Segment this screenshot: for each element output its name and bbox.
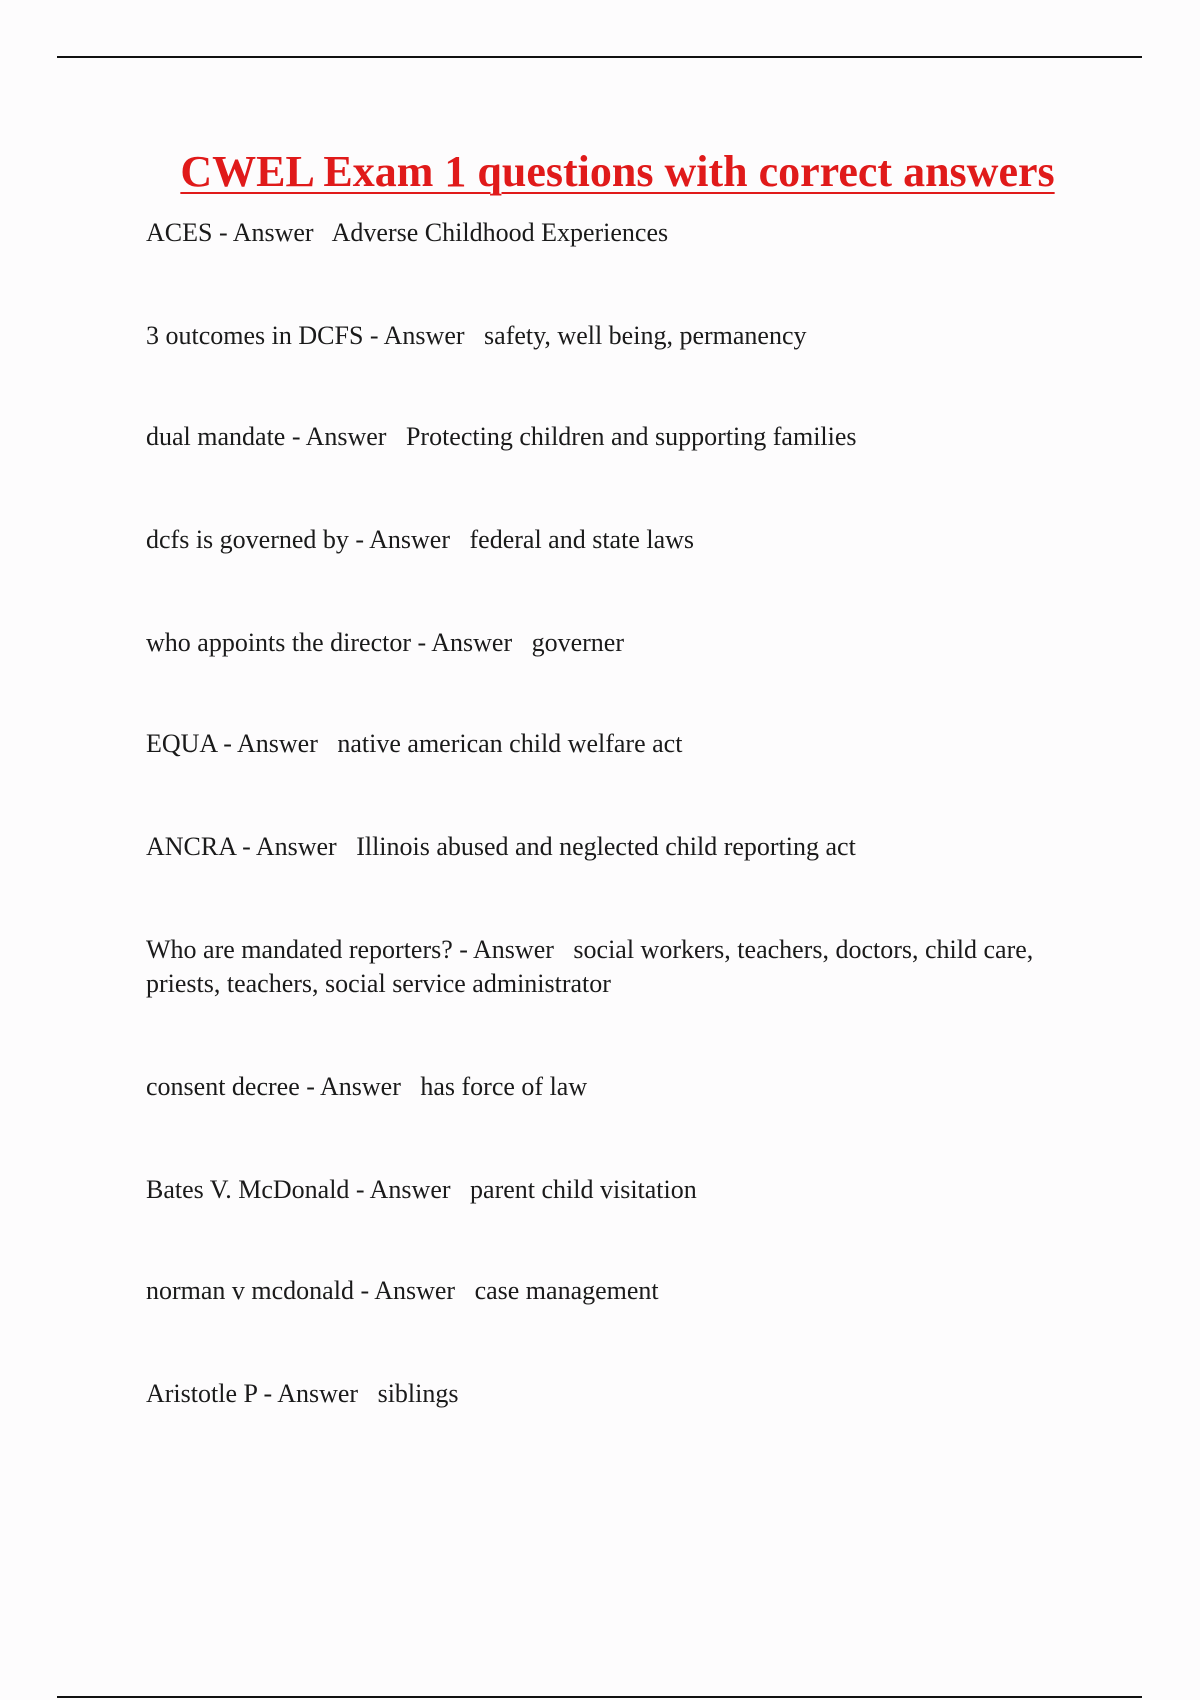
question-text: consent decree <box>146 1072 300 1101</box>
answer-text: Illinois abused and neglected child reporting act <box>356 832 856 861</box>
answer-text: has force of law <box>420 1072 588 1101</box>
answer-label: Answer <box>369 525 451 554</box>
answer-label: Answer <box>232 218 314 247</box>
answer-label: Answer <box>431 628 513 657</box>
question-text: Who are mandated reporters? <box>146 935 453 964</box>
answer-label: Answer <box>319 1072 401 1101</box>
qa-item: EQUA - Answer native american child welfare act <box>146 729 683 758</box>
question-text: Aristotle P <box>146 1379 257 1408</box>
answer-label: Answer <box>277 1379 359 1408</box>
question-text: who appoints the director <box>146 628 411 657</box>
answer-text: governer <box>531 628 625 657</box>
answer-label: Answer <box>383 321 465 350</box>
qa-item: ANCRA - Answer Illinois abused and neglected child reporting act <box>146 832 856 861</box>
answer-label: Answer <box>255 832 337 861</box>
answer-text: Protecting children and supporting families <box>405 422 857 451</box>
answer-text: native american child welfare act <box>337 729 683 758</box>
question-text: dual mandate <box>146 422 286 451</box>
answer-label: Answer <box>305 422 387 451</box>
qa-item: 3 outcomes in DCFS - Answer safety, well being, permanency <box>146 321 807 350</box>
answer-text: social workers, teachers, doctors, child care, priests, teachers, social service administrator <box>146 935 1034 998</box>
answer-text: parent child visitation <box>470 1175 697 1204</box>
answer-label: Answer <box>374 1276 456 1305</box>
top-rule <box>57 56 1142 58</box>
question-text: norman v mcdonald <box>146 1276 354 1305</box>
qa-item: Aristotle P - Answer siblings <box>146 1379 459 1408</box>
qa-item: Who are mandated reporters? - Answer social workers, teachers, doctors, child care, priests, teachers, social service administrator <box>146 935 1034 998</box>
qa-item: Bates V. McDonald - Answer parent child visitation <box>146 1175 697 1204</box>
question-text: EQUA <box>146 729 217 758</box>
answer-label: Answer <box>369 1175 451 1204</box>
question-text: dcfs is governed by <box>146 525 349 554</box>
qa-item: norman v mcdonald - Answer case management <box>146 1276 659 1305</box>
bottom-rule <box>57 1696 1142 1698</box>
question-text: ACES <box>146 218 213 247</box>
answer-text: Adverse Childhood Experiences <box>331 218 669 247</box>
answer-text: siblings <box>377 1379 459 1408</box>
answer-text: safety, well being, permanency <box>484 321 807 350</box>
question-text: 3 outcomes in DCFS <box>146 321 364 350</box>
document-title: CWEL Exam 1 questions with correct answers <box>180 147 1055 196</box>
qa-item: consent decree - Answer has force of law <box>146 1072 588 1101</box>
answer-text: case management <box>474 1276 659 1305</box>
qa-item: ACES - Answer Adverse Childhood Experiences <box>146 218 669 247</box>
qa-item: dual mandate - Answer Protecting children and supporting families <box>146 422 857 451</box>
qa-item: dcfs is governed by - Answer federal and state laws <box>146 525 695 554</box>
question-text: ANCRA <box>146 832 236 861</box>
qa-item: who appoints the director - Answer governer <box>146 628 625 657</box>
answer-label: Answer <box>237 729 318 758</box>
answer-text: federal and state laws <box>469 525 695 554</box>
question-text: Bates V. McDonald <box>146 1175 350 1204</box>
answer-label: Answer <box>473 935 554 964</box>
